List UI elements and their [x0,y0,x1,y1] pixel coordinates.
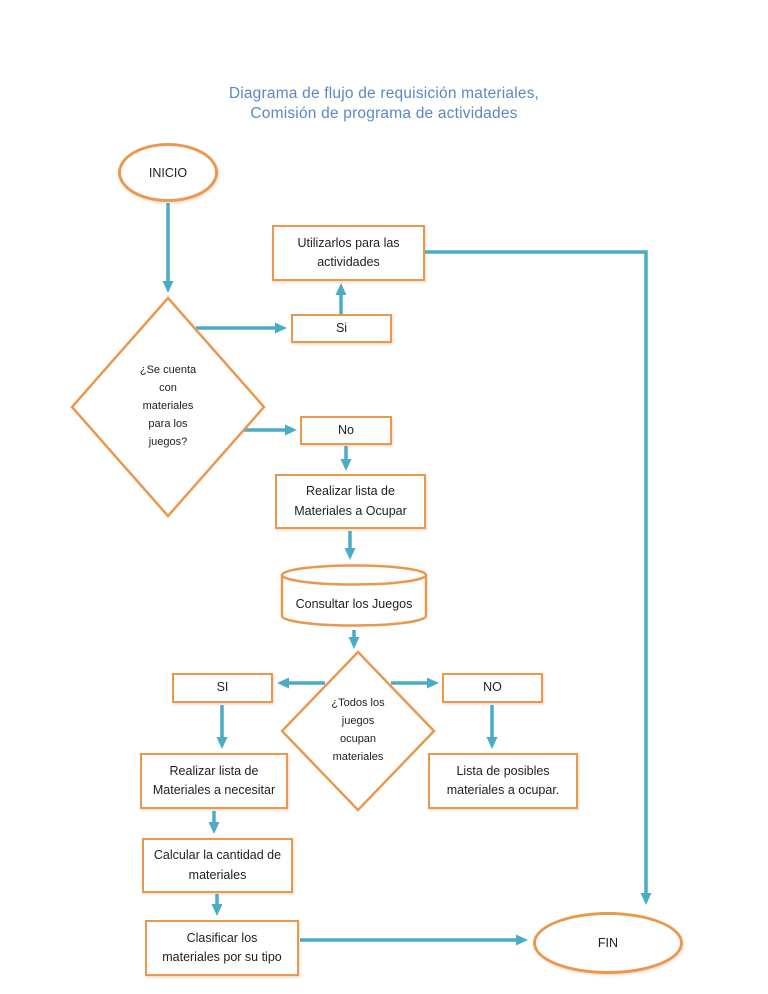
node-fin: FIN [533,912,683,974]
diagram-title-line1: Diagrama de flujo de requisición materiales, [228,85,540,102]
node-lista-ocupar-label: Realizar lista de Materiales a Ocupar [294,484,407,518]
node-lista-posibles-label: Lista de posibles materiales a ocupar. [446,763,560,797]
node-consultar-database [280,564,428,628]
node-decision2-label: ¿Todos los juegos ocupan materiales [331,697,385,763]
node-lista-ocupar [275,474,426,529]
node-consultar-label: Consultar los Juegos [295,596,413,611]
node-calcular [142,838,293,893]
node-utilizarlos-label: Utilizarlos para las actividades [297,235,400,269]
node-decision1-label: ¿Se cuenta con materiales para los juegos? [139,364,197,448]
node-decision1 [70,296,266,518]
node-si1: Si [291,314,392,343]
node-lista-necesitar-label: Realizar lista de Materiales a necesitar [152,763,276,797]
node-inicio: INICIO [118,143,218,202]
node-clasificar [145,920,299,976]
diagram-title-line2: Comisión de programa de actividades [250,105,518,123]
node-lista-necesitar [140,753,288,809]
node-calcular-label: Calcular la cantidad de materiales [153,848,282,882]
node-lista-posibles [428,753,578,809]
node-utilizarlos [272,225,425,281]
diagram-title [0,84,768,125]
node-no2: NO [442,673,543,703]
node-si2: SI [172,673,273,703]
node-decision2 [280,650,436,812]
node-clasificar-label: Clasificar los materiales por su tipo [162,930,282,964]
node-no1: No [300,416,392,445]
